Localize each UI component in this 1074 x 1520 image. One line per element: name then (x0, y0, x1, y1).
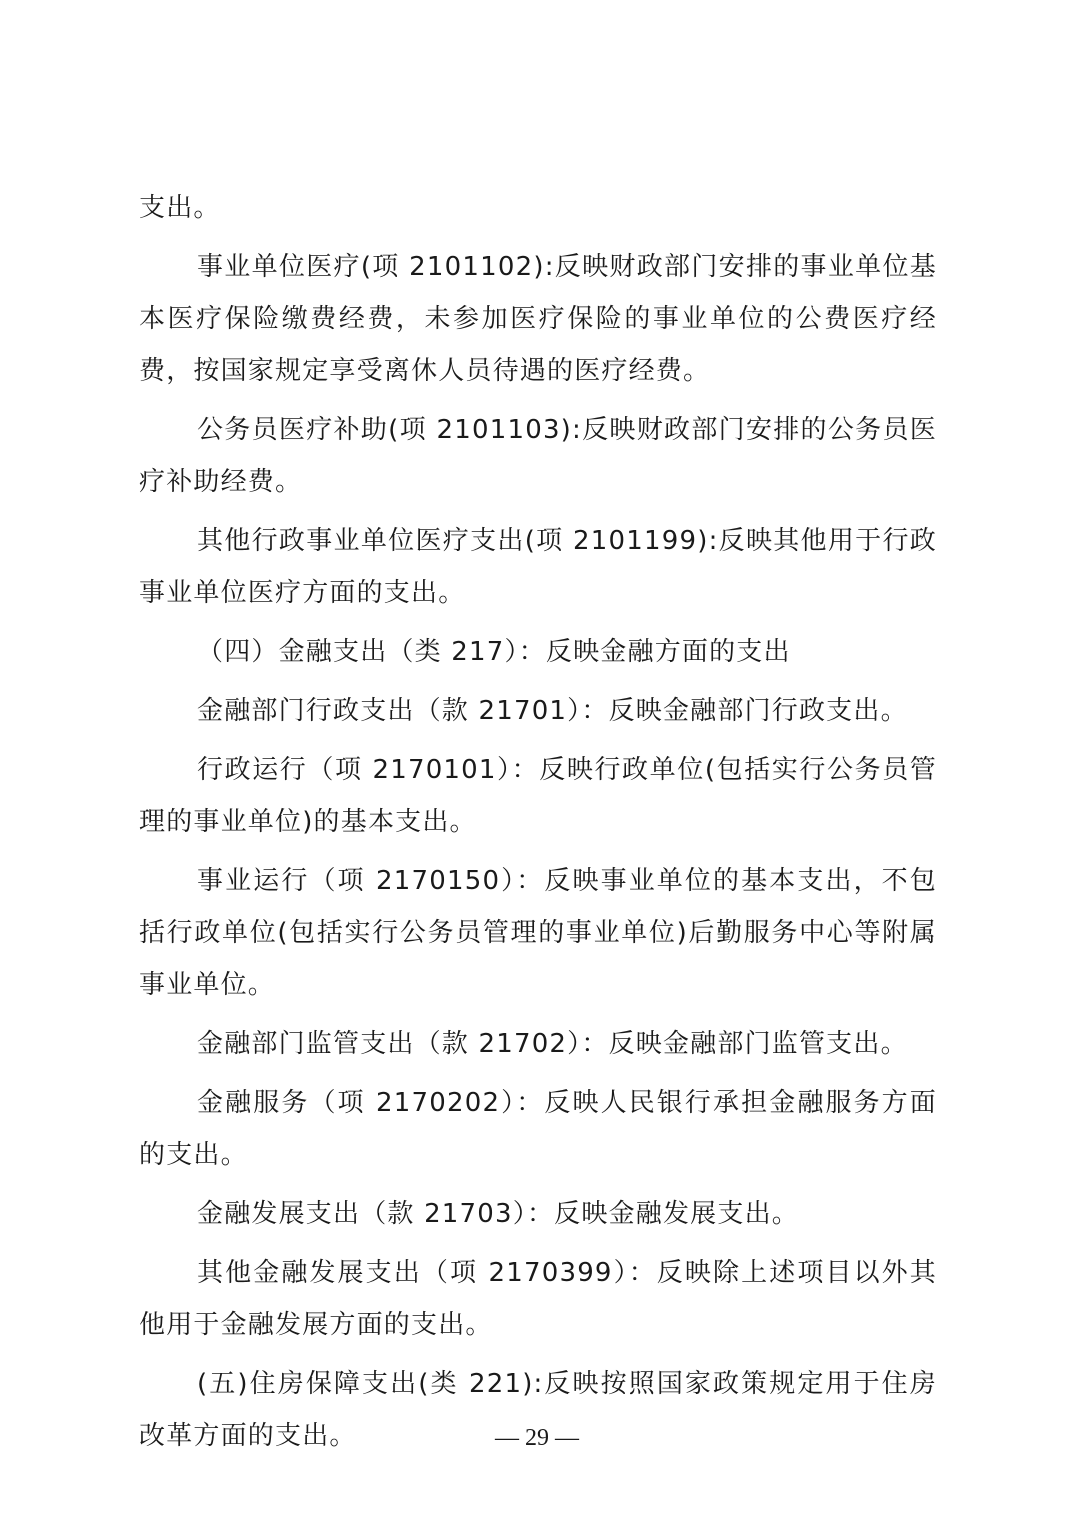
paragraph-financial-admin: 金融部门行政支出（款 21701）：反映金融部门行政支出。 (197, 696, 908, 726)
paragraph-other-financial-development: 其他金融发展支出（项 2170399）：反映除上述项目以外其他用于金融发展方面的支出。 (139, 1258, 937, 1340)
paragraph-financial-development: 金融发展支出（款 21703）：反映金融发展支出。 (197, 1199, 799, 1229)
paragraph-civil-servant-medical-subsidy: 公务员医疗补助(项 2101103):反映财政部门安排的公务员医疗补助经费。 (139, 415, 937, 497)
paragraph-financial-services: 金融服务（项 2170202）：反映人民银行承担金融服务方面的支出。 (139, 1088, 937, 1170)
paragraph-continuation: 支出。 (139, 193, 221, 223)
paragraph-public-institution-medical: 事业单位医疗(项 2101102):反映财政部门安排的事业单位基本医疗保险缴费经费，未参加医疗保险的事业单位的公费医疗经费，按国家规定享受离休人员待遇的医疗经费。 (139, 252, 937, 386)
document-body (139, 182, 937, 1469)
paragraph-institution-operation: 事业运行（项 2170150）：反映事业单位的基本支出，不包括行政单位(包括实行公务员管理的事业单位)后勤服务中心等附属事业单位。 (139, 866, 937, 1000)
page-number: — 29 — (495, 1425, 579, 1451)
heading-housing-security: (五)住房保障支出(类 221):反映按照国家政策规定用于住房改革方面的支出。 (139, 1369, 937, 1451)
paragraph-financial-supervision: 金融部门监管支出（款 21702）：反映金融部门监管支出。 (197, 1029, 908, 1059)
paragraph-other-medical-expenditure: 其他行政事业单位医疗支出(项 2101199):反映其他用于行政事业单位医疗方面的支出。 (139, 526, 937, 608)
heading-financial-expenditure: （四）金融支出（类 217）：反映金融方面的支出 (197, 637, 791, 667)
paragraph-admin-operation: 行政运行（项 2170101）：反映行政单位(包括实行公务员管理的事业单位)的基本支出。 (139, 755, 937, 837)
